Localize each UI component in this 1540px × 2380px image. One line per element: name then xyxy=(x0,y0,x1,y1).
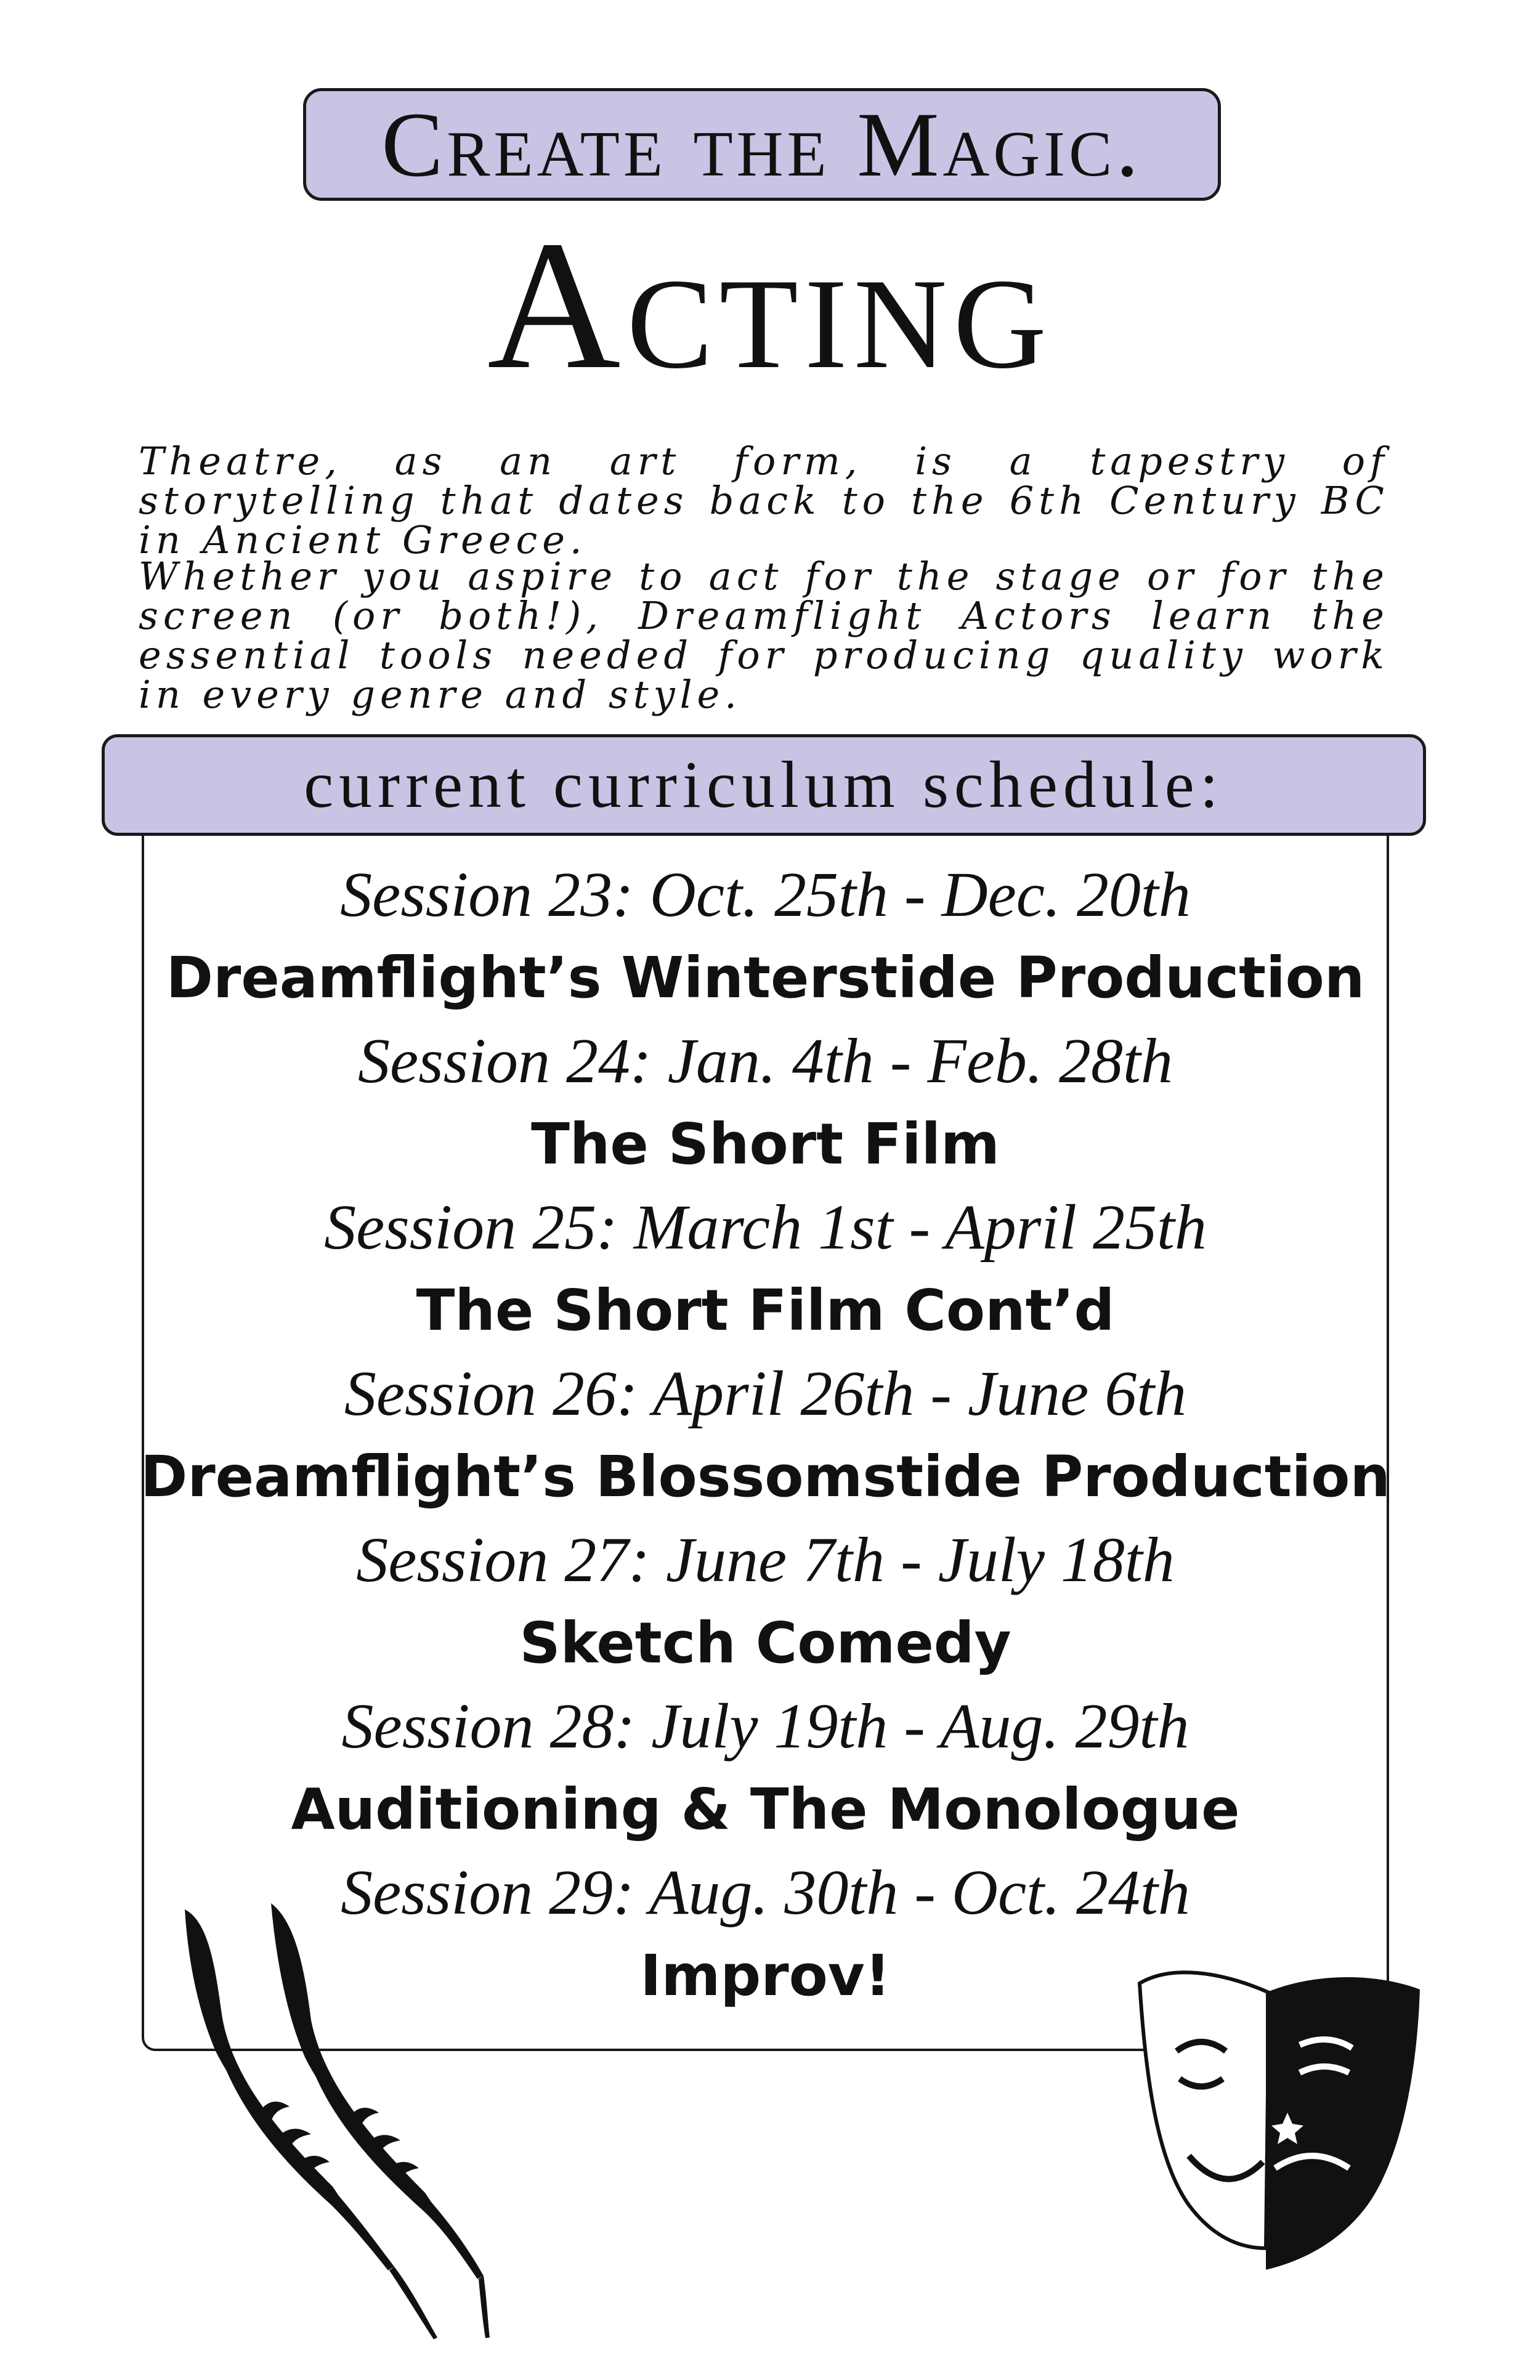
tagline: Create the Magic. xyxy=(381,93,1143,196)
session-name: Dreamflight’s Blossomstide Production xyxy=(140,1443,1390,1510)
schedule-heading-banner xyxy=(102,734,1426,836)
session-dates: Session 29: Aug. 30th - Oct. 24th xyxy=(341,1856,1190,1928)
session-list xyxy=(142,853,1389,2017)
session-name: Sketch Comedy xyxy=(519,1609,1011,1676)
session-name: Improv! xyxy=(640,1942,891,2009)
session-name: Dreamflight’s Winterstide Production xyxy=(166,944,1365,1011)
session-dates: Session 28: July 19th - Aug. 29th xyxy=(341,1690,1189,1762)
theatre-masks-icon xyxy=(1133,1959,1423,2279)
session-dates: Session 23: Oct. 25th - Dec. 20th xyxy=(340,859,1191,930)
intro-paragraph: Theatre, as an art form, is a tapestry of storytelling that dates back to the 6th Century BC in Ancient Greece. xyxy=(139,439,1389,562)
session-name: The Short Film Cont’d xyxy=(416,1277,1115,1343)
session-name: The Short Film xyxy=(531,1111,1000,1177)
session-dates: Session 27: June 7th - July 18th xyxy=(356,1524,1175,1595)
session-dates: Session 24: Jan. 4th - Feb. 28th xyxy=(358,1025,1173,1096)
tagline-banner xyxy=(303,88,1221,201)
session-dates: Session 26: April 26th - June 6th xyxy=(344,1358,1187,1429)
page-title: Acting xyxy=(487,203,1053,407)
session-dates: Session 25: March 1st - April 25th xyxy=(324,1191,1207,1263)
quill-icon xyxy=(172,1897,493,2341)
intro-paragraph: Whether you aspire to act for the stage or for the screen (or both!), Dreamflight Actors learn the essential tools needed for producing quality work in every genre and style. xyxy=(139,554,1389,717)
session-name: Auditioning & The Monologue xyxy=(291,1776,1240,1842)
schedule-heading: current curriculum schedule: xyxy=(304,748,1224,822)
